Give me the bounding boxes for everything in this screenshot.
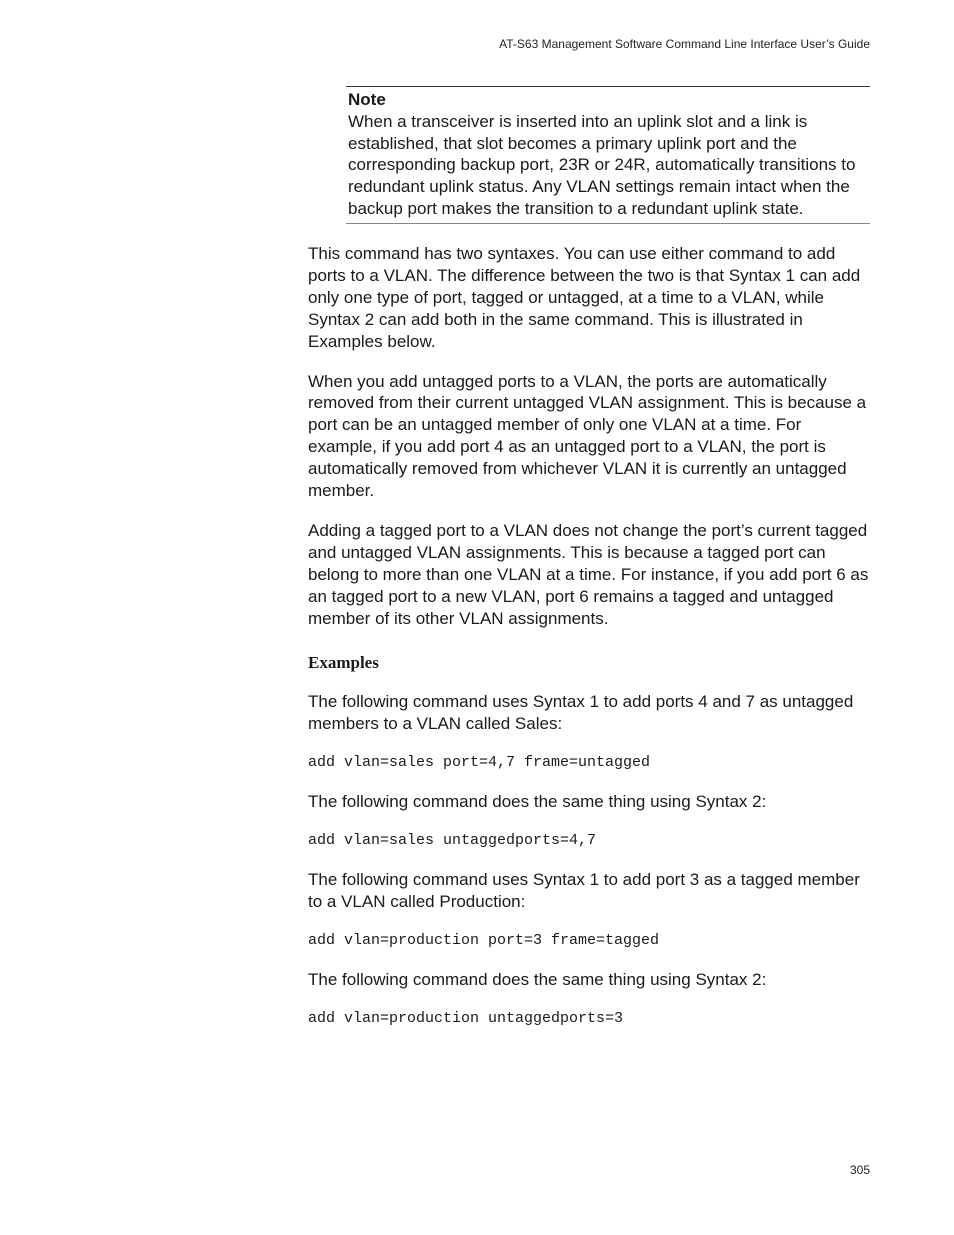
note-text: When a transceiver is inserted into an uplink slot and a link is established, that slot becomes a primary uplink port and the corresponding backup port, 23R or 24R, automatically transitions to redundant uplink status. Any VLAN settings remain intact when the backup port makes the transition to a redundant uplink state.	[348, 111, 856, 218]
running-header: AT-S63 Management Software Command Line Interface User’s Guide	[499, 37, 870, 51]
example-code: add vlan=production untaggedports=3	[308, 1009, 624, 1027]
body-column	[308, 243, 874, 1047]
example-code: add vlan=sales port=4,7 frame=untagged	[308, 754, 651, 772]
example-text: The following command does the same thing using Syntax 2:	[308, 969, 767, 989]
note-box	[346, 86, 870, 224]
example-text: The following command uses Syntax 1 to add ports 4 and 7 as untagged members to a VLAN called Sales:	[308, 692, 854, 734]
paragraph-tagged: Adding a tagged port to a VLAN does not change the port’s current tagged and untagged VLAN assignments. This is because a tagged port can belong to more than one VLAN at a time. For instance, if you add port 6 as an tagged port to a new VLAN, port 6 remains a tagged and untagged member of its other VLAN assignments.	[308, 520, 869, 628]
example-code: add vlan=sales untaggedports=4,7	[308, 832, 597, 850]
page-number: 305	[849, 1163, 870, 1177]
paragraph-syntaxes: This command has two syntaxes. You can use either command to add ports to a VLAN. The difference between the two is that Syntax 1 can add only one type of port, tagged or untagged, at a time to a VLAN, while Syntax 2 can add both in the same command. This is illustrated in Examples below.	[308, 244, 861, 351]
paragraph-untagged: When you add untagged ports to a VLAN, the ports are automatically removed from their current untagged VLAN assignment. This is because a port can be an untagged member of only one VLAN at a time. For example, if you add port 4 as an untagged port to a VLAN, the port is automatically removed from whichever VLAN it is currently an untagged member.	[308, 371, 867, 501]
example-text: The following command does the same thing using Syntax 2:	[308, 792, 767, 812]
example-code: add vlan=production port=3 frame=tagged	[308, 931, 660, 949]
example-text: The following command uses Syntax 1 to add port 3 as a tagged member to a VLAN called Production:	[308, 870, 860, 912]
examples-heading: Examples	[308, 652, 379, 672]
note-title: Note	[348, 90, 386, 109]
